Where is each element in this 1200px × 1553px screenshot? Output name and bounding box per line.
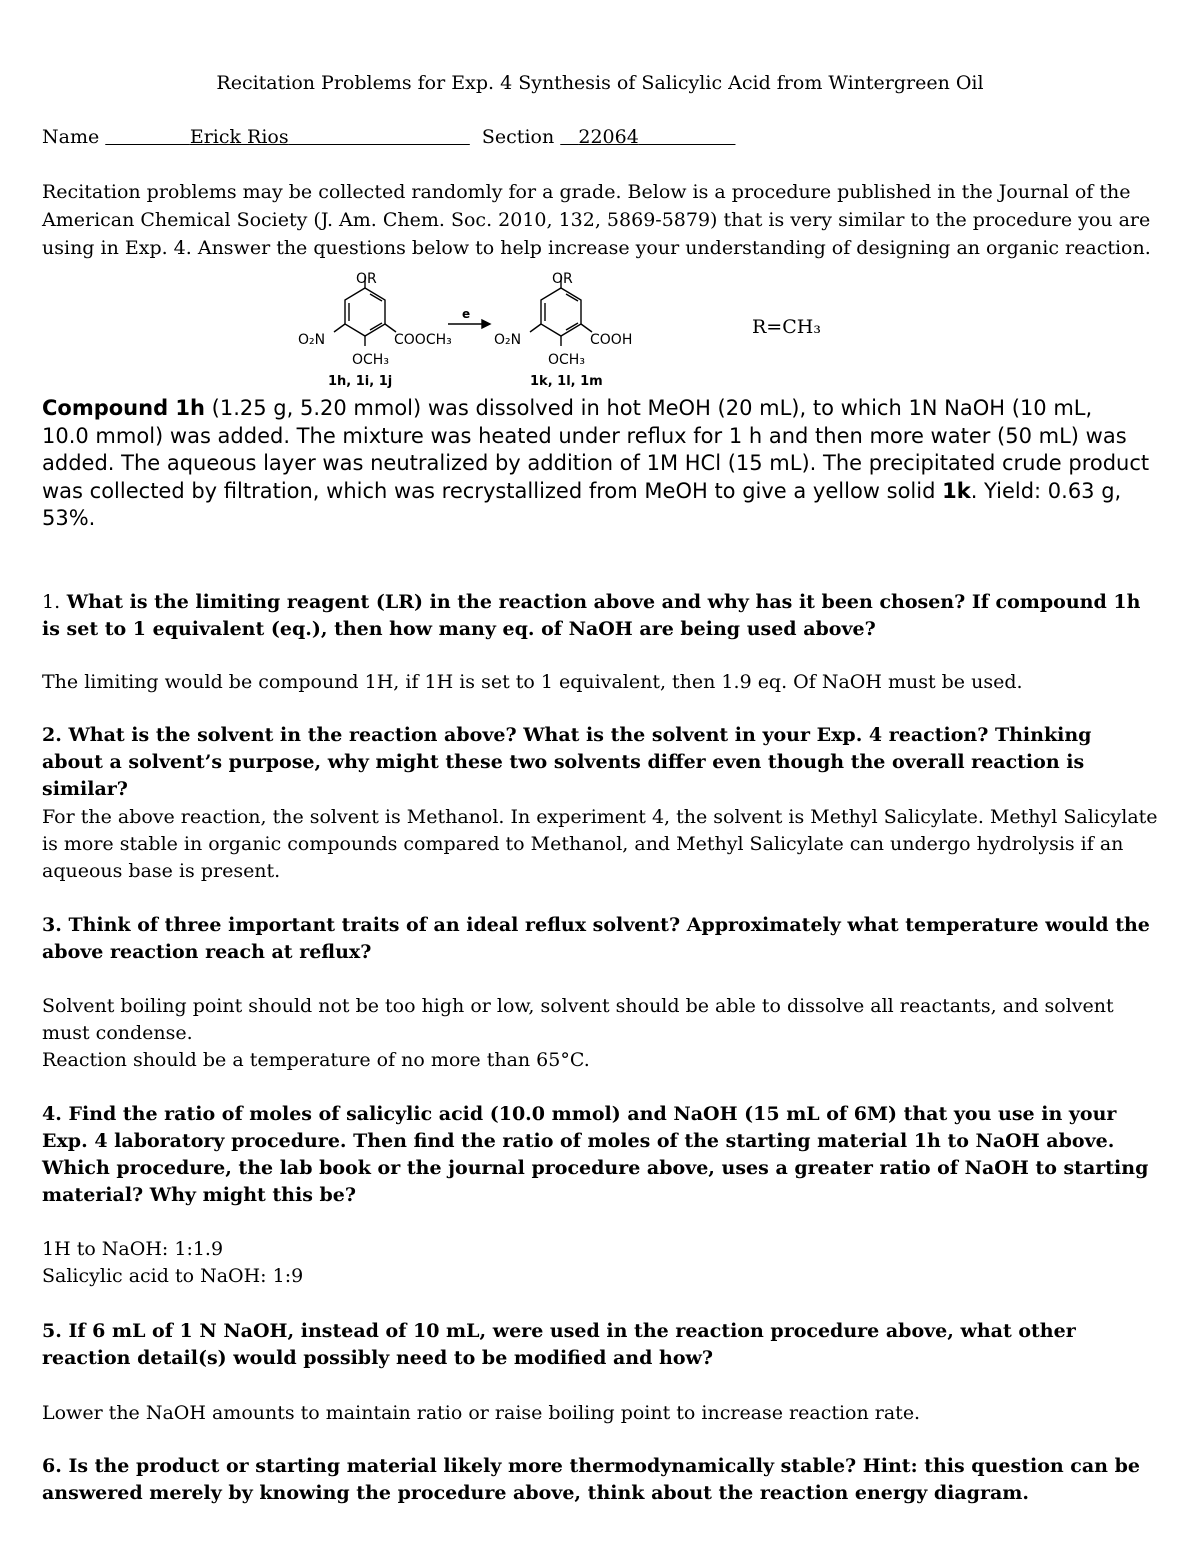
question-2: 2. What is the solvent in the reaction above? What is the solvent in your Exp. 4 reaction? Thinking about a solvent’s purpose, why might these two solvents differ even though the overall reaction is similar? bbox=[42, 724, 1092, 800]
product-label: 1k, 1l, 1m bbox=[530, 374, 603, 389]
product-bottom-group: OCH₃ bbox=[548, 352, 585, 368]
question-6: 6. Is the product or starting material likely more thermodynamically stable? Hint: this question can be answered merely by knowing the procedure above, think about the reaction energy diagram. bbox=[42, 1455, 1140, 1504]
name-label: Name bbox=[42, 126, 100, 148]
reactant-right-group: COOCH₃ bbox=[394, 332, 452, 348]
reactant-label: 1h, 1i, 1j bbox=[328, 374, 393, 389]
question-4: 4. Find the ratio of moles of salicylic acid (10.0 mmol) and NaOH (15 mL of 6M) that you use in your Exp. 4 laboratory procedure. Then find the ratio of moles of the starting material 1h to NaOH above. Which procedure, the lab book or the journal procedure above, uses a greater ratio of NaOH to starting material? Why might this be? bbox=[42, 1103, 1149, 1206]
reaction-arrow bbox=[448, 320, 490, 328]
procedure-compound: Compound 1h bbox=[42, 396, 205, 420]
r-group-definition: R=CH₃ bbox=[752, 316, 821, 338]
product-top-group: OR bbox=[552, 271, 573, 287]
procedure-yield: . Yield: 0.63 g, 53%. bbox=[42, 478, 1122, 530]
answer-1: The limiting would be compound 1H, if 1H is set to 1 equivalent, then 1.9 eq. Of NaOH must be used. bbox=[42, 671, 1023, 693]
name-value bbox=[105, 126, 470, 148]
question-3: 3. Think of three important traits of an ideal reflux solvent? Approximately what temperature would the above reaction reach at reflux? bbox=[42, 914, 1150, 963]
section-label: Section bbox=[481, 126, 555, 148]
procedure-line-2 bbox=[42, 423, 1167, 533]
procedure-line-1 bbox=[42, 395, 1167, 423]
answer-4-line-1: 1H to NaOH: 1:1.9 bbox=[42, 1238, 224, 1260]
section-value-text: 22064 bbox=[578, 126, 639, 148]
answer-3-line-2: Reaction should be a temperature of no more than 65°C. bbox=[42, 1049, 590, 1071]
question-1-number: 1. bbox=[42, 591, 61, 613]
question-5: 5. If 6 mL of 1 N NaOH, instead of 10 mL, were used in the reaction procedure above, what other reaction detail(s) would possibly need to be modified and how? bbox=[42, 1320, 1076, 1369]
document-title: Recitation Problems for Exp. 4 Synthesis of Salicylic Acid from Wintergreen Oil bbox=[216, 72, 984, 94]
question-1-text: What is the limiting reagent (LR) in the reaction above and why has it been chosen? If compound 1h is set to 1 equivalent (eq.), then how many eq. of NaOH are being used above? bbox=[42, 591, 1141, 640]
answer-4 bbox=[42, 1236, 1162, 1290]
arrow-label: e bbox=[462, 307, 471, 321]
procedure-paragraph bbox=[42, 395, 1167, 533]
reactant-bottom-group: OCH₃ bbox=[352, 352, 389, 368]
answer-2: For the above reaction, the solvent is Methanol. In experiment 4, the solvent is Methyl Salicylate. Methyl Salicylate is more stable in organic compounds compared to Methanol, and Methyl Salicylate can undergo hydrolysis if an aqueous base is present. bbox=[42, 806, 1158, 882]
intro-paragraph: Recitation problems may be collected randomly for a grade. Below is a procedure published in the Journal of the American Chemical Society (J. Am. Chem. Soc. 2010, 132, 5869-5879) that is very similar to the procedure you are using in Exp. 4. Answer the questions below to help increase your understanding of designing an organic reaction. bbox=[42, 181, 1151, 259]
question-1 bbox=[42, 589, 1152, 643]
answer-3-line-1: Solvent boiling point should not be too high or low, solvent should be able to dissolve all reactants, and solvent must condense. bbox=[42, 995, 1114, 1044]
reactant-left-group: O₂N bbox=[298, 332, 326, 348]
product-left-group: O₂N bbox=[494, 332, 522, 348]
answer-4-line-2: Salicylic acid to NaOH: 1:9 bbox=[42, 1265, 304, 1287]
procedure-line2-text: 10.0 mmol) was added. The mixture was heated under reflux for 1 h and then more water (50 mL) was added. The aqueous layer was neutralized by addition of 1M HCl (15 mL). The precipitated crude product was collected by filtration, which was recrystallized from MeOH to give a yellow solid bbox=[42, 423, 1150, 503]
name-section-row bbox=[42, 126, 735, 148]
answer-3 bbox=[42, 993, 1162, 1074]
section-value bbox=[560, 126, 735, 148]
procedure-line1-rest: (1.25 g, 5.20 mmol) was dissolved in hot MeOH (20 mL), to which 1N NaOH (10 mL, bbox=[205, 396, 1093, 420]
procedure-product-ref: 1k bbox=[942, 478, 971, 503]
product-right-group: COOH bbox=[590, 332, 633, 348]
name-value-text: Erick Rios bbox=[189, 126, 289, 148]
reactant-top-group: OR bbox=[356, 271, 377, 287]
answer-5: Lower the NaOH amounts to maintain ratio or raise boiling point to increase reaction rate. bbox=[42, 1402, 921, 1424]
